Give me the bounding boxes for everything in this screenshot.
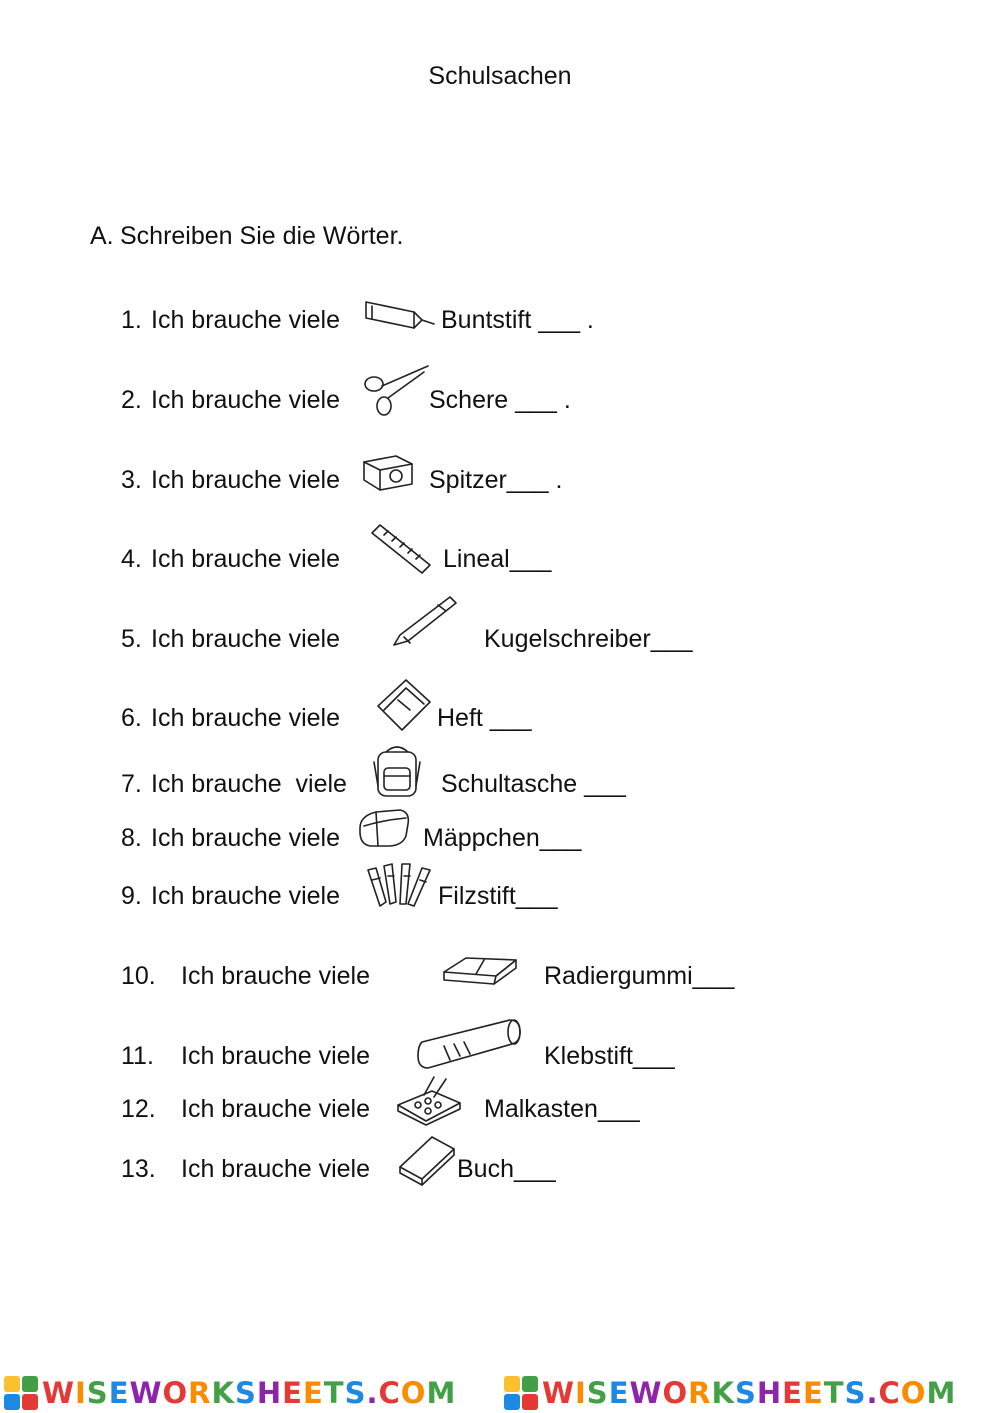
list-item — [0, 1042, 1000, 1102]
item-word: Spitzer___ . — [429, 466, 563, 494]
brand-letter: C — [878, 1375, 901, 1410]
brand-letter: S — [734, 1375, 757, 1410]
item-word: Kugelschreiber___ — [484, 625, 693, 653]
item-phrase: Ich brauche viele — [151, 466, 341, 494]
item-number: 12. — [121, 1095, 156, 1123]
pencil-icon — [364, 298, 436, 338]
list-item — [0, 962, 1000, 1022]
logo-square — [504, 1394, 520, 1410]
item-number: 10. — [121, 962, 156, 990]
item-word: Schultasche ___ — [441, 770, 626, 798]
brand-letter: W — [42, 1375, 75, 1410]
brand-letter: W — [542, 1375, 575, 1410]
logo-square — [504, 1376, 520, 1392]
brand-letter: M — [426, 1375, 457, 1410]
section-instruction: Schreiben Sie die Wörter. — [120, 222, 404, 250]
brand-letter: H — [756, 1375, 783, 1410]
brand-watermark — [504, 1372, 956, 1413]
logo-square — [22, 1376, 38, 1392]
item-number: 11. — [121, 1042, 154, 1070]
item-phrase: Ich brauche viele — [151, 625, 341, 653]
brand-watermark — [4, 1372, 456, 1413]
brand-letter: T — [323, 1375, 345, 1410]
list-item — [0, 770, 1000, 830]
eraser-icon — [440, 954, 520, 990]
brand-letter: S — [234, 1375, 257, 1410]
brand-letter: C — [378, 1375, 401, 1410]
item-word: Filzstift___ — [438, 882, 558, 910]
brand-letter: . — [866, 1375, 879, 1410]
logo-square — [4, 1394, 20, 1410]
page-title: Schulsachen — [428, 62, 572, 90]
list-item — [0, 824, 1000, 884]
logo-square — [522, 1394, 538, 1410]
brand-letter: S — [586, 1375, 609, 1410]
brand-letter: E — [782, 1375, 803, 1410]
item-word: Buntstift ___ . — [441, 306, 594, 334]
scissors-icon — [362, 362, 432, 418]
brand-letter: . — [366, 1375, 379, 1410]
item-phrase: Ich brauche viele — [181, 1042, 371, 1070]
brand-letter: E — [608, 1375, 630, 1410]
brand-letter: O — [900, 1375, 927, 1410]
list-item — [0, 306, 1000, 366]
brand-letter: E — [302, 1375, 324, 1410]
item-number: 8. — [121, 824, 142, 852]
item-phrase: Ich brauche viele — [151, 306, 341, 334]
brand-letter: E — [802, 1375, 824, 1410]
item-number: 5. — [121, 625, 142, 653]
item-word: Lineal___ — [443, 545, 552, 573]
item-word: Schere ___ . — [429, 386, 571, 414]
list-item — [0, 882, 1000, 942]
brand-text — [42, 1376, 456, 1410]
item-number: 3. — [121, 466, 142, 494]
notebook-icon — [376, 678, 434, 734]
brand-letter: K — [711, 1375, 735, 1410]
sharpener-icon — [360, 446, 416, 494]
item-number: 2. — [121, 386, 142, 414]
brand-logo — [4, 1376, 38, 1410]
list-item — [0, 466, 1000, 526]
item-number: 4. — [121, 545, 142, 573]
brand-letter: S — [344, 1375, 367, 1410]
brand-letter: H — [256, 1375, 283, 1410]
item-word: Heft ___ — [437, 704, 532, 732]
section-letter: A. — [90, 222, 114, 250]
logo-square — [4, 1376, 20, 1392]
item-number: 7. — [121, 770, 142, 798]
brand-logo — [504, 1376, 538, 1410]
brand-letter: R — [688, 1375, 712, 1410]
item-phrase: Ich brauche viele — [151, 770, 347, 798]
footer-watermark — [0, 1372, 1000, 1413]
item-phrase: Ich brauche viele — [181, 1095, 371, 1123]
item-word: Radiergummi___ — [544, 962, 735, 990]
pen-icon — [390, 591, 460, 651]
item-number: 9. — [121, 882, 142, 910]
list-item — [0, 545, 1000, 605]
item-number: 13. — [121, 1155, 156, 1183]
ruler-icon — [368, 523, 434, 579]
brand-letter: S — [844, 1375, 867, 1410]
brand-letter: S — [86, 1375, 109, 1410]
brand-letter: M — [926, 1375, 957, 1410]
item-phrase: Ich brauche viele — [151, 545, 341, 573]
item-phrase: Ich brauche viele — [181, 1155, 371, 1183]
list-item — [0, 1095, 1000, 1155]
item-phrase: Ich brauche viele — [181, 962, 371, 990]
item-number: 6. — [121, 704, 142, 732]
logo-square — [22, 1394, 38, 1410]
book-icon — [396, 1133, 458, 1185]
item-word: Malkasten___ — [484, 1095, 640, 1123]
paint-box-icon — [394, 1075, 464, 1127]
item-word: Klebstift___ — [544, 1042, 675, 1070]
glue-stick-icon — [414, 1016, 524, 1072]
brand-letter: E — [282, 1375, 303, 1410]
item-phrase: Ich brauche viele — [151, 882, 341, 910]
list-item — [0, 625, 1000, 685]
list-item — [0, 1155, 1000, 1215]
item-phrase: Ich brauche viele — [151, 824, 341, 852]
markers-icon — [364, 862, 434, 914]
backpack-icon — [370, 742, 424, 800]
list-item — [0, 386, 1000, 446]
brand-letter: K — [211, 1375, 235, 1410]
brand-letter: T — [823, 1375, 845, 1410]
brand-letter: W — [129, 1375, 163, 1410]
brand-letter: E — [108, 1375, 130, 1410]
brand-letter: W — [629, 1375, 663, 1410]
logo-square — [522, 1376, 538, 1392]
brand-letter: O — [162, 1375, 189, 1410]
brand-letter: O — [400, 1375, 427, 1410]
item-word: Mäppchen___ — [423, 824, 582, 852]
brand-letter: O — [662, 1375, 689, 1410]
brand-letter: I — [75, 1375, 87, 1410]
brand-letter: R — [188, 1375, 212, 1410]
brand-text — [542, 1376, 956, 1410]
list-item — [0, 704, 1000, 764]
item-word: Buch___ — [457, 1155, 556, 1183]
brand-letter: I — [575, 1375, 587, 1410]
pencil-case-icon — [356, 806, 412, 850]
item-phrase: Ich brauche viele — [151, 386, 341, 414]
section-heading — [90, 222, 403, 251]
item-phrase: Ich brauche viele — [151, 704, 341, 732]
item-number: 1. — [121, 306, 142, 334]
